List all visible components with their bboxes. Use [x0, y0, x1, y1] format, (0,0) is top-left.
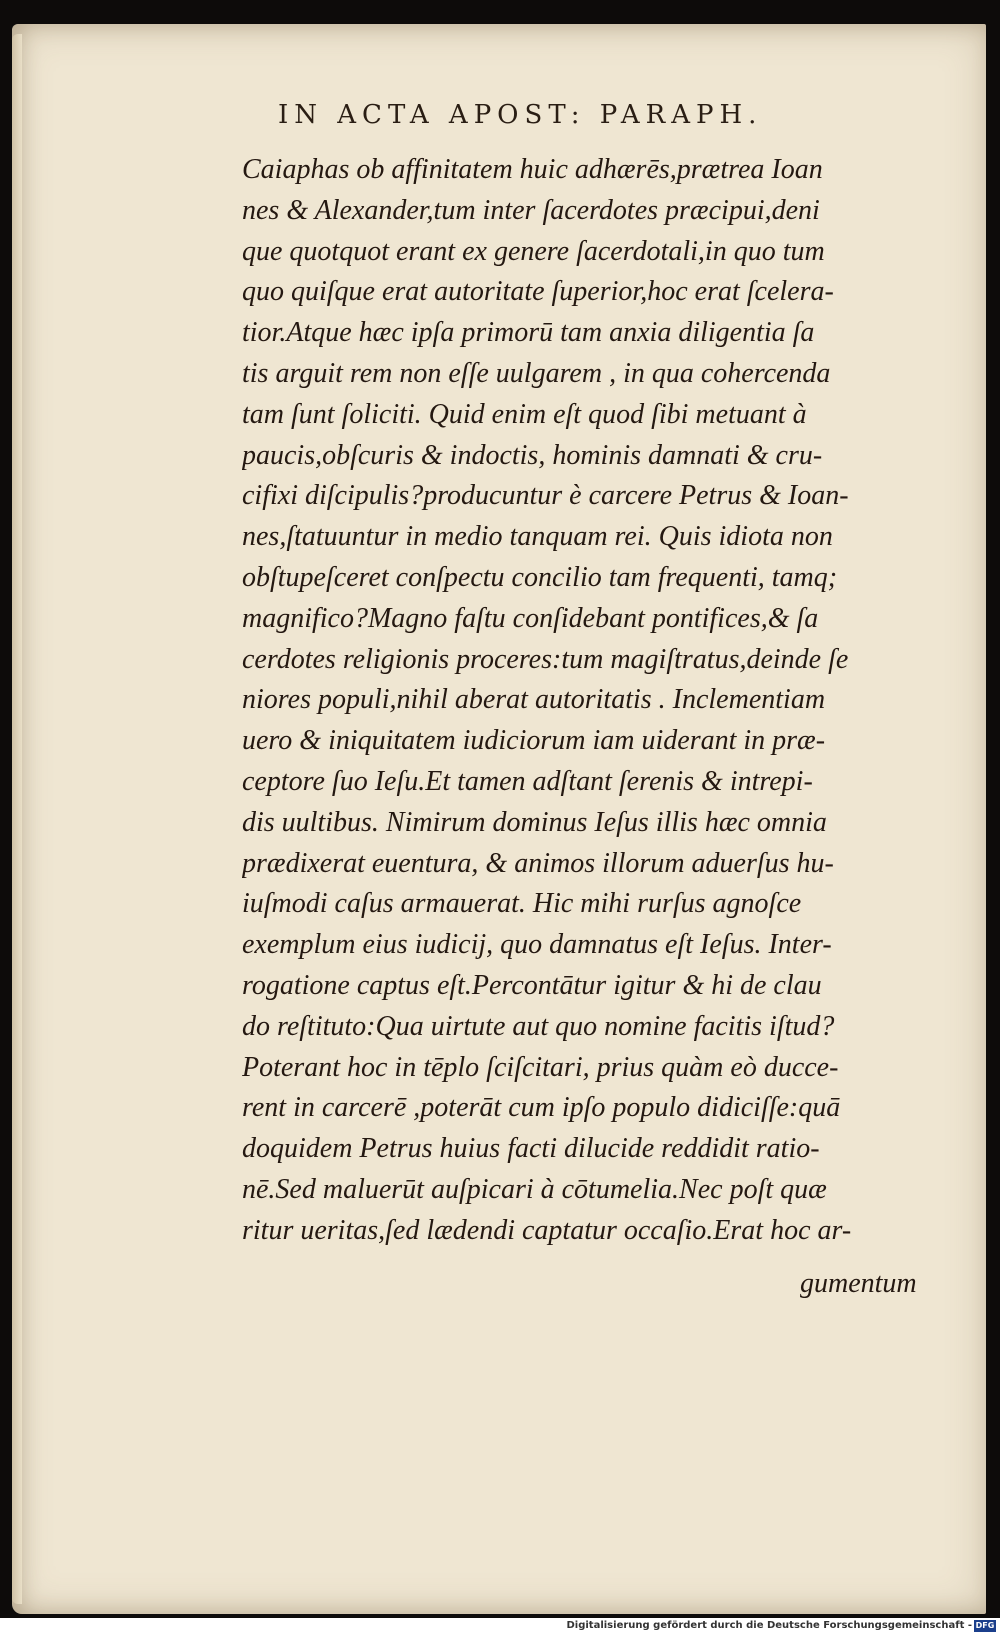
text-line: iuſmodi caſus armauerat. Hic mihi rurſus agnoſce [242, 888, 802, 920]
text-line: doquidem Petrus huius facti dilucide reddidit ratio- [242, 1133, 820, 1165]
text-line: tis arguit rem non eſſe uulgarem , in qua cohercenda [242, 357, 831, 389]
text-line: que quotquot erant ex genere ſacerdotali,in quo tum [242, 235, 825, 267]
text-line: niores populi,nihil aberat autoritatis . Inclementiam [242, 684, 826, 716]
running-head: IN ACTA APOST: PARAPH. [278, 100, 763, 130]
text-line: dis uultibus. Nimirum dominus Ieſus illis hæc omnia [242, 806, 827, 838]
text-line: rogatione captus eſt.Percontātur igitur & hi de clau [242, 969, 822, 1001]
text-line: Poterant hoc in tēplo ſciſcitari, prius quàm eò ducce- [242, 1051, 839, 1083]
text-line: tior.Atque hæc ipſa primorū tam anxia diligentia ſa [242, 317, 815, 349]
text-line: do reſtituto:Qua uirtute aut quo nomine facitis iſtud? [242, 1010, 835, 1042]
dfg-logo: DFG [975, 1621, 995, 1630]
text-line: paucis,obſcuris & indoctis, hominis damnati & cru- [242, 439, 823, 471]
text-line: quo quiſque erat autoritate ſuperior,hoc erat ſcelera- [242, 276, 834, 308]
digitization-credit: Digitalisierung gefördert durch die Deutsche Forschungsgemeinschaft - [566, 1620, 972, 1631]
text-line: rent in carcerē ,poterāt cum ipſo populo didiciſſe:quā [242, 1092, 841, 1124]
text-line: tam ſunt ſoliciti. Quid enim eſt quod ſibi metuant à [242, 398, 807, 430]
text-line: obſtupeſceret conſpectu concilio tam frequenti, tamq; [242, 561, 838, 593]
text-line: exemplum eius iudicij, quo damnatus eſt Ieſus. Inter- [242, 929, 832, 961]
text-line: nē.Sed maluerūt auſpicari à cōtumelia.Nec poſt quæ [242, 1173, 827, 1205]
page-gutter-edge [12, 34, 22, 1604]
text-line: nes & Alexander,tum inter ſacerdotes præcipui,deni [242, 194, 820, 226]
body-text [242, 150, 962, 1252]
text-line: nes,ſtatuuntur in medio tanquam rei. Quis idiota non [242, 521, 833, 553]
text-line: ritur ueritas,ſed lædendi captatur occaſio.Erat hoc ar- [242, 1214, 852, 1246]
text-line: ceptore ſuo Ieſu.Et tamen adſtant ſerenis & intrepi- [242, 765, 813, 797]
text-line: magnifico?Magno faſtu conſidebant pontifices,& ſa [242, 602, 819, 634]
text-line: uero & iniquitatem iudiciorum iam uiderant in præ- [242, 725, 826, 757]
text-line: prædixerat euentura, & animos illorum aduerſus hu- [242, 847, 834, 879]
text-line: cerdotes religionis proceres:tum magiſtratus,deinde ſe [242, 643, 849, 675]
catchword: gumentum [800, 1268, 917, 1299]
text-line: Caiaphas ob affinitatem huic adhærēs,prætrea Ioan [242, 154, 823, 185]
text-line: cifixi diſcipulis?producuntur è carcere Petrus & Ioan- [242, 480, 849, 512]
